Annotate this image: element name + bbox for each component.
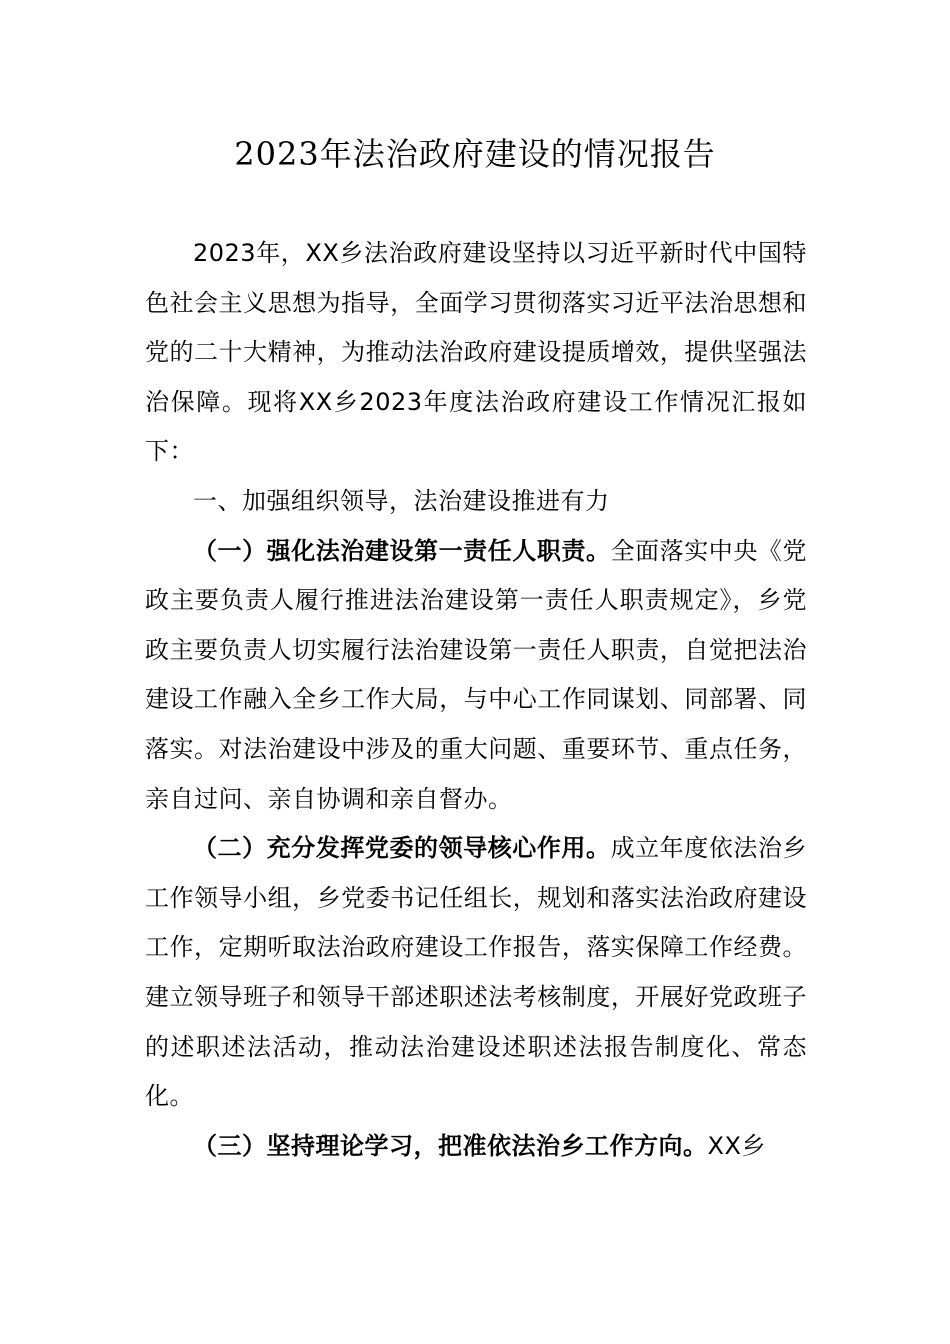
item-text-3: XX乡 bbox=[707, 1131, 766, 1160]
item-paragraph-3 bbox=[145, 1122, 807, 1172]
document-body bbox=[145, 229, 807, 1171]
item-text-1: 全面落实中央《党政主要负责人履行推进法治建设第一责任人职责规定》，乡党政主要负责人切实履行法治建设第一责任人职责，自觉把法治建设工作融入全乡工作大局，与中心工作同谋划、同部署、同落实。对法治建设中涉及的重大问题、重要环节、重点任务，亲自过问、亲自协调和亲自督办。 bbox=[145, 536, 807, 813]
item-lead-3: （三）坚持理论学习，把准依法治乡工作方向。 bbox=[193, 1131, 708, 1160]
item-lead-2: （二）充分发挥党委的领导核心作用。 bbox=[193, 834, 611, 863]
item-text-2: 成立年度依法治乡工作领导小组，乡党委书记任组长，规划和落实法治政府建设工作，定期听取法治政府建设工作报告，落实保障工作经费。建立领导班子和领导干部述职述法考核制度，开展好党政班子的述职述法活动，推动法治建设述职述法报告制度化、常态化。 bbox=[145, 834, 807, 1111]
intro-paragraph: 2023年，XX乡法治政府建设坚持以习近平新时代中国特色社会主义思想为指导，全面学习贯彻落实习近平法治思想和党的二十大精神，为推动法治政府建设提质增效，提供坚强法治保障。现将XX乡2023年度法治政府建设工作情况汇报如下： bbox=[145, 239, 807, 466]
item-lead-1: （一）强化法治建设第一责任人职责。 bbox=[193, 536, 611, 565]
document-title: 2023年法治政府建设的情况报告 bbox=[234, 135, 716, 173]
section-heading-1: 一、加强组织领导，法治建设推进有力 bbox=[193, 486, 610, 515]
item-paragraph-1 bbox=[145, 527, 807, 825]
item-paragraph-2 bbox=[145, 824, 807, 1122]
